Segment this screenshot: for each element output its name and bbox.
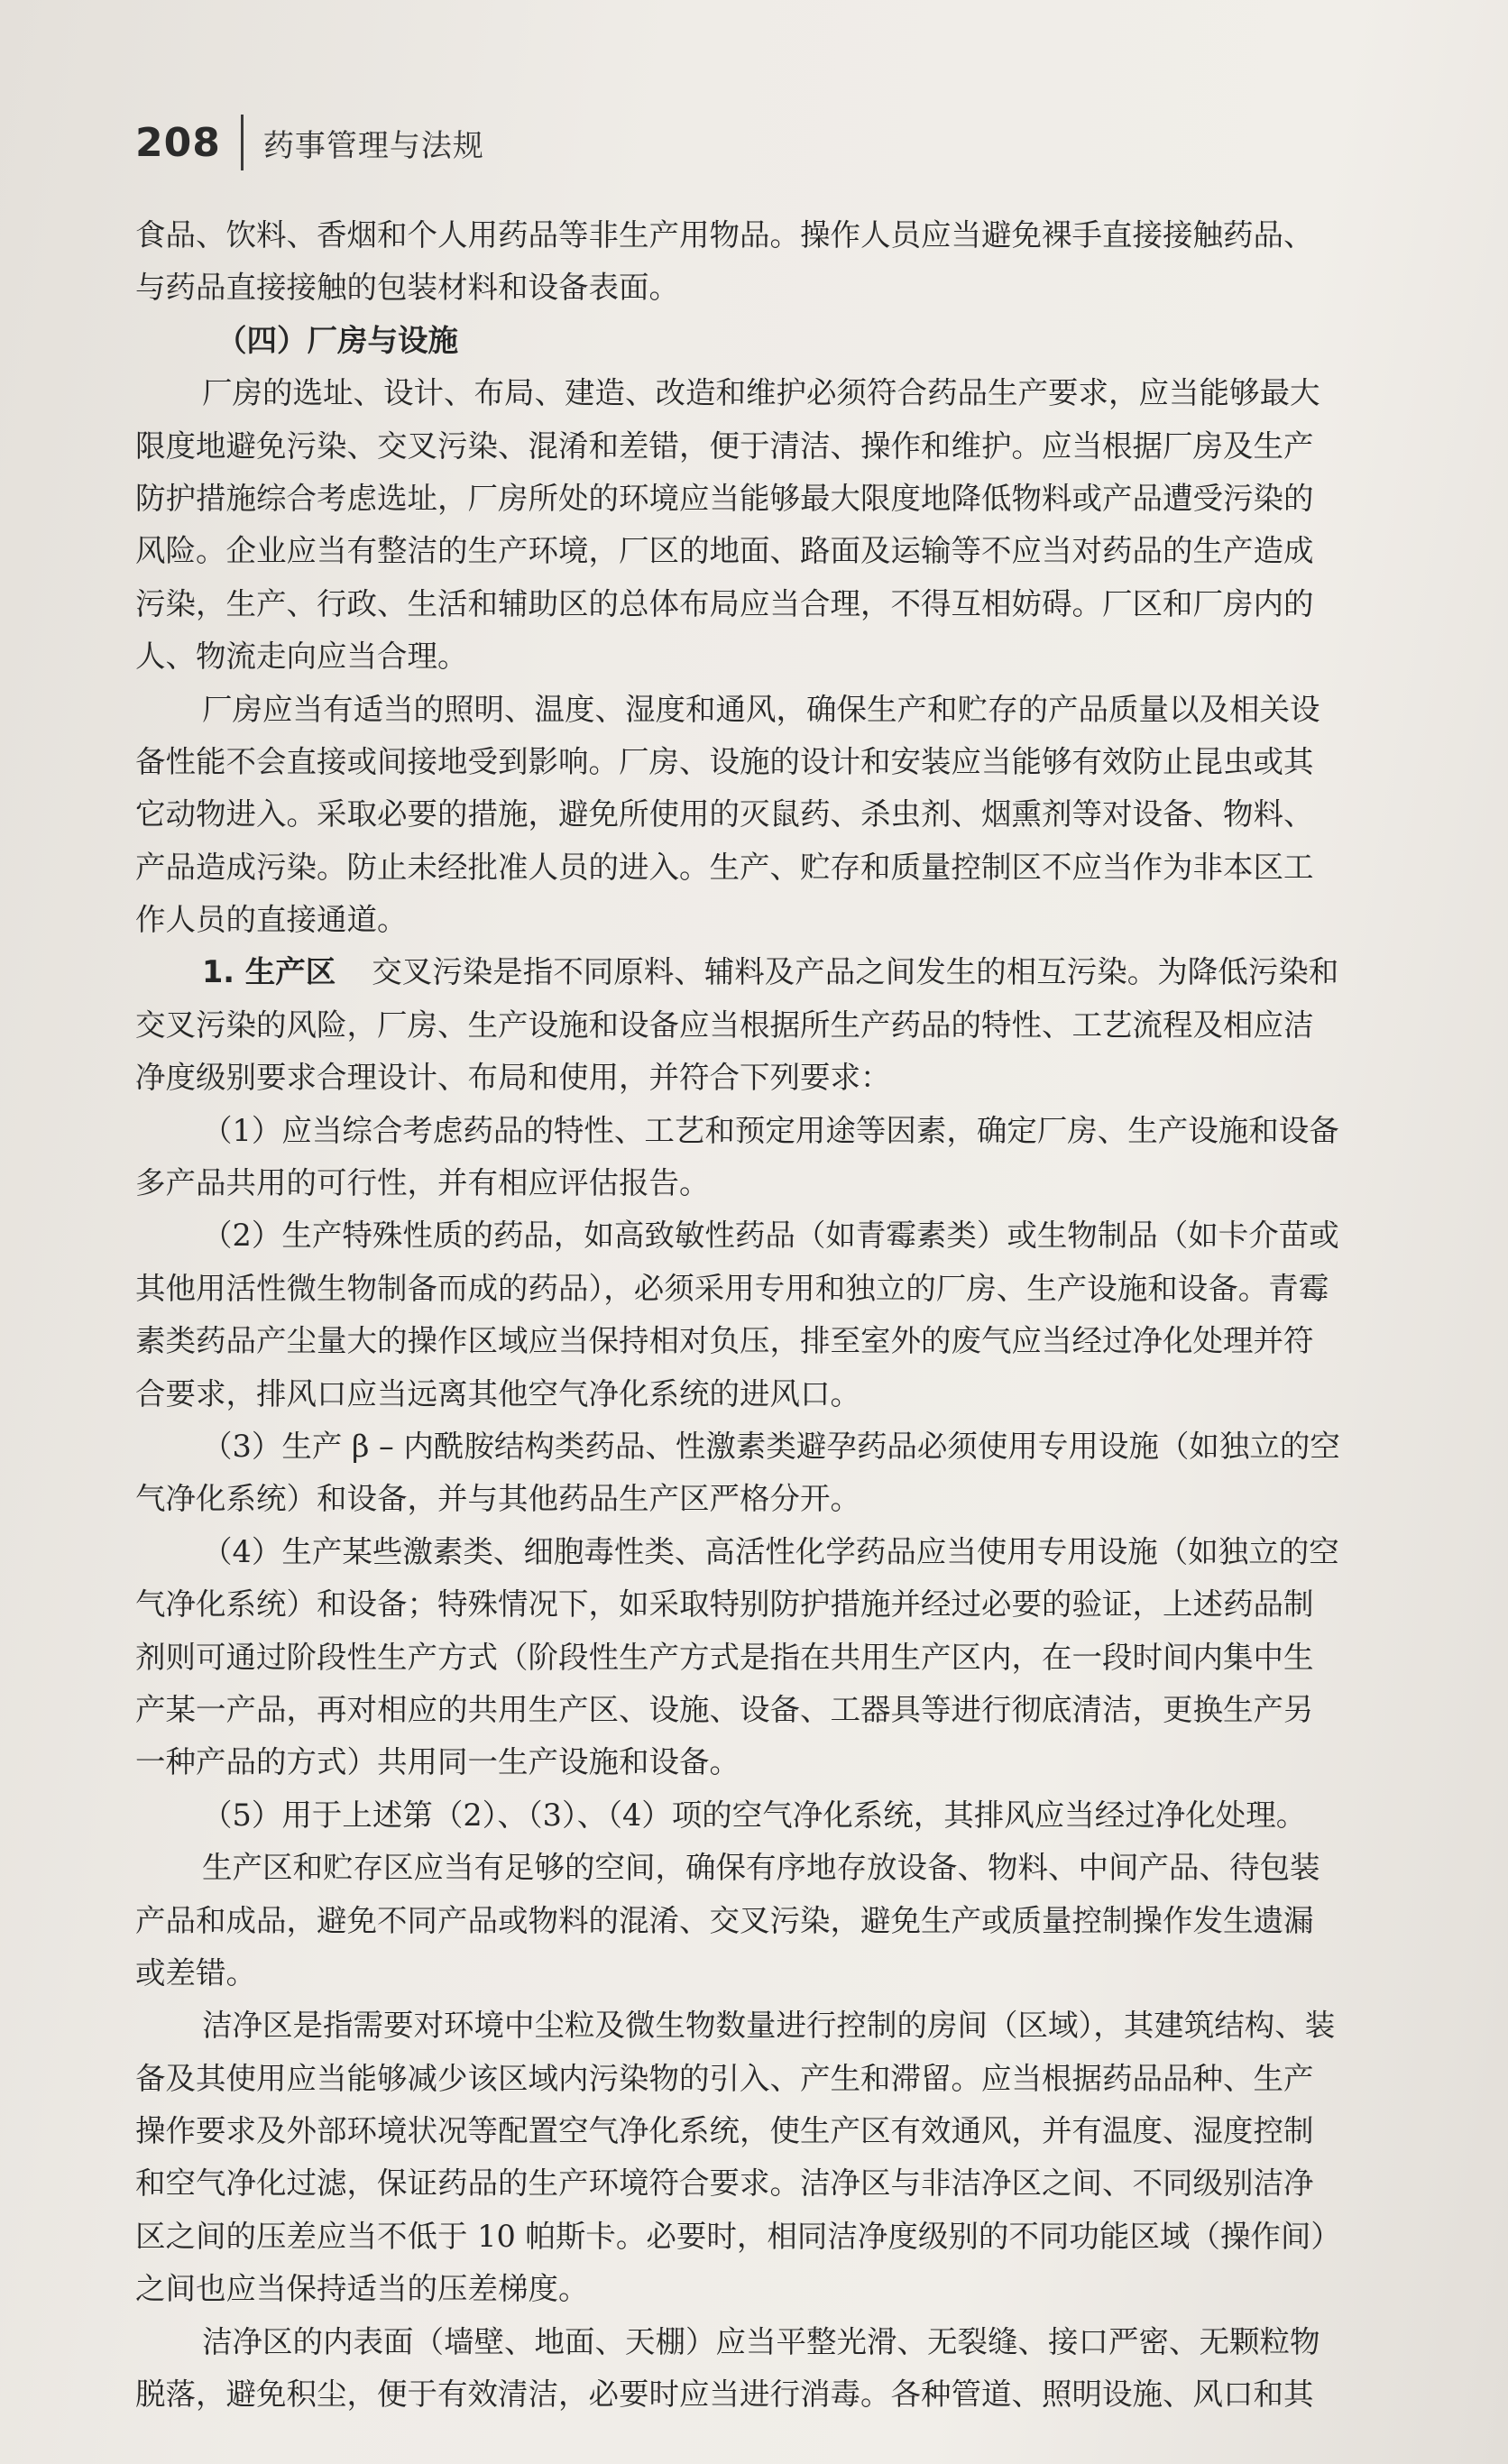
text-line [135, 1789, 1470, 1842]
line-text: （4）生产某些激素类、细胞毒性类、高活性化学药品应当使用专用设施（如独立的空 [202, 1533, 1339, 1569]
text-line [135, 684, 1470, 736]
line-text: （四）厂房与设施 [216, 322, 458, 358]
text-line [135, 946, 1470, 998]
page-header [135, 115, 484, 170]
line-text: 交叉污染是指不同原料、辅料及产品之间发生的相互污染。为降低污染和 [372, 954, 1339, 990]
text-line [135, 1052, 1470, 1104]
text-line [135, 1684, 1470, 1736]
text-line [135, 1420, 1470, 1473]
text-line [135, 894, 1470, 946]
text-line [135, 788, 1470, 841]
text-line [135, 1263, 1470, 1315]
text-line [135, 1368, 1470, 1420]
body-text [135, 209, 1470, 2421]
text-line [135, 2211, 1470, 2263]
section-heading [135, 315, 1470, 367]
line-text: 作人员的直接通道。 [135, 902, 408, 938]
line-text: 交叉污染的风险，厂房、生产设施和设备应当根据所生产药品的特性、工艺流程及相应洁 [135, 1007, 1314, 1043]
line-text: 风险。企业应当有整洁的生产环境，厂区的地面、路面及运输等不应当对药品的生产造成 [135, 533, 1314, 569]
line-text: 和空气净化过滤，保证药品的生产环境符合要求。洁净区与非洁净区之间、不同级别洁净 [135, 2165, 1314, 2202]
line-text: 素类药品产尘量大的操作区域应当保持相对负压，排至室外的废气应当经过净化处理并符 [135, 1323, 1314, 1359]
line-text: 防护措施综合考虑选址，厂房所处的环境应当能够最大限度地降低物料或产品遭受污染的 [135, 480, 1314, 516]
line-text: 洁净区是指需要对环境中尘粒及微生物数量进行控制的房间（区域），其建筑结构、装 [202, 2008, 1336, 2044]
line-text: 产品和成品，避免不同产品或物料的混淆、交叉污染，避免生产或质量控制操作发生遗漏 [135, 1902, 1314, 1938]
text-line [135, 1473, 1470, 1525]
line-text: 其他用活性微生物制备而成的药品），必须采用专用和独立的厂房、生产设施和设备。青霉 [135, 1270, 1329, 1306]
line-text: 与药品直接接触的包装材料和设备表面。 [135, 270, 679, 306]
line-text: 它动物进入。采取必要的措施，避免所使用的灭鼠药、杀虫剂、烟熏剂等对设备、物料、 [135, 796, 1314, 832]
text-line [135, 1526, 1470, 1578]
line-text: 多产品共用的可行性，并有相应评估报告。 [135, 1165, 710, 1201]
line-text: 产某一产品，再对相应的共用生产区、设施、设备、工器具等进行彻底清洁，更换生产另 [135, 1691, 1314, 1727]
text-line [135, 1736, 1470, 1788]
line-text: 产品造成污染。防止未经批准人员的进入。生产、贮存和质量控制区不应当作为非本区工 [135, 849, 1314, 885]
line-text: 操作要求及外部环境状况等配置空气净化系统，使生产区有效通风，并有温度、湿度控制 [135, 2113, 1314, 2149]
line-text: （3）生产 β – 内酰胺结构类药品、性激素类避孕药品必须使用专用设施（如独立的空 [202, 1428, 1340, 1464]
line-text: 厂房的选址、设计、布局、建造、改造和维护必须符合药品生产要求，应当能够最大 [202, 375, 1320, 411]
text-line [135, 2368, 1470, 2421]
line-text: （1）应当综合考虑药品的特性、工艺和预定用途等因素，确定厂房、生产设施和设备 [202, 1112, 1339, 1148]
text-line [135, 420, 1470, 473]
page-number: 208 [135, 119, 221, 166]
line-text: （5）用于上述第（2）、（3）、（4）项的空气净化系统，其排风应当经过净化处理。 [202, 1797, 1307, 1833]
line-text: 合要求，排风口应当远离其他空气净化系统的进风口。 [135, 1375, 860, 1411]
line-text: （2）生产特殊性质的药品，如高致敏性药品（如青霉素类）或生物制品（如卡介苗或 [202, 1218, 1339, 1254]
text-line [135, 2000, 1470, 2052]
line-text: 洁净区的内表面（墙壁、地面、天棚）应当平整光滑、无裂缝、接口严密、无颗粒物 [202, 2323, 1320, 2359]
text-line [135, 1947, 1470, 2000]
text-line [135, 2053, 1470, 2105]
text-line [135, 630, 1470, 683]
text-line [135, 1209, 1470, 1262]
text-line [135, 2105, 1470, 2157]
text-line [135, 999, 1470, 1052]
line-text: 生产区和贮存区应当有足够的空间，确保有序地存放设备、物料、中间产品、待包装 [202, 1850, 1320, 1886]
text-line [135, 1157, 1470, 1209]
line-text: 之间也应当保持适当的压差梯度。 [135, 2271, 589, 2307]
line-text: 气净化系统）和设备；特殊情况下，如采取特别防护措施并经过必要的验证，上述药品制 [135, 1586, 1314, 1623]
line-text: 限度地避免污染、交叉污染、混淆和差错，便于清洁、操作和维护。应当根据厂房及生产 [135, 428, 1314, 464]
text-line [135, 1895, 1470, 1947]
line-text: 或差错。 [135, 1954, 256, 1991]
text-line [135, 1632, 1470, 1684]
line-text: 人、物流走向应当合理。 [135, 639, 468, 675]
line-text: 剂则可通过阶段性生产方式（阶段性生产方式是指在共用生产区内，在一段时间内集中生 [135, 1639, 1314, 1675]
line-text: 食品、饮料、香烟和个人用药品等非生产用物品。操作人员应当避免裸手直接接触药品、 [135, 217, 1314, 253]
subsection-label: 1. 生产区 [202, 954, 336, 990]
text-line [135, 2316, 1470, 2368]
text-line [135, 262, 1470, 314]
line-text: 厂房应当有适当的照明、温度、湿度和通风，确保生产和贮存的产品质量以及相关设 [202, 691, 1320, 727]
book-title: 药事管理与法规 [262, 127, 484, 164]
text-line [135, 1105, 1470, 1157]
line-text: 净度级别要求合理设计、布局和使用，并符合下列要求： [135, 1060, 891, 1096]
line-text: 一种产品的方式）共用同一生产设施和设备。 [135, 1744, 740, 1780]
text-line [135, 2263, 1470, 2315]
text-line [135, 473, 1470, 525]
line-text: 备性能不会直接或间接地受到影响。厂房、设施的设计和安装应当能够有效防止昆虫或其 [135, 743, 1314, 779]
line-text: 区之间的压差应当不低于 10 帕斯卡。必要时，相同洁净度级别的不同功能区域（操作间） [135, 2218, 1341, 2254]
line-text: 污染，生产、行政、生活和辅助区的总体布局应当合理，不得互相妨碍。厂区和厂房内的 [135, 585, 1314, 621]
line-text: 备及其使用应当能够减少该区域内污染物的引入、产生和滞留。应当根据药品品种、生产 [135, 2060, 1314, 2096]
text-line [135, 578, 1470, 630]
line-text: 脱落，避免积尘，便于有效清洁，必要时应当进行消毒。各种管道、照明设施、风口和其 [135, 2377, 1314, 2413]
header-divider [241, 115, 244, 170]
text-line [135, 367, 1470, 419]
text-line [135, 1842, 1470, 1894]
text-line [135, 209, 1470, 262]
text-line [135, 841, 1470, 894]
line-text: 气净化系统）和设备，并与其他药品生产区严格分开。 [135, 1481, 860, 1517]
text-line [135, 1578, 1470, 1631]
text-line [135, 736, 1470, 788]
text-line [135, 1315, 1470, 1367]
text-line [135, 525, 1470, 577]
text-line [135, 2157, 1470, 2210]
